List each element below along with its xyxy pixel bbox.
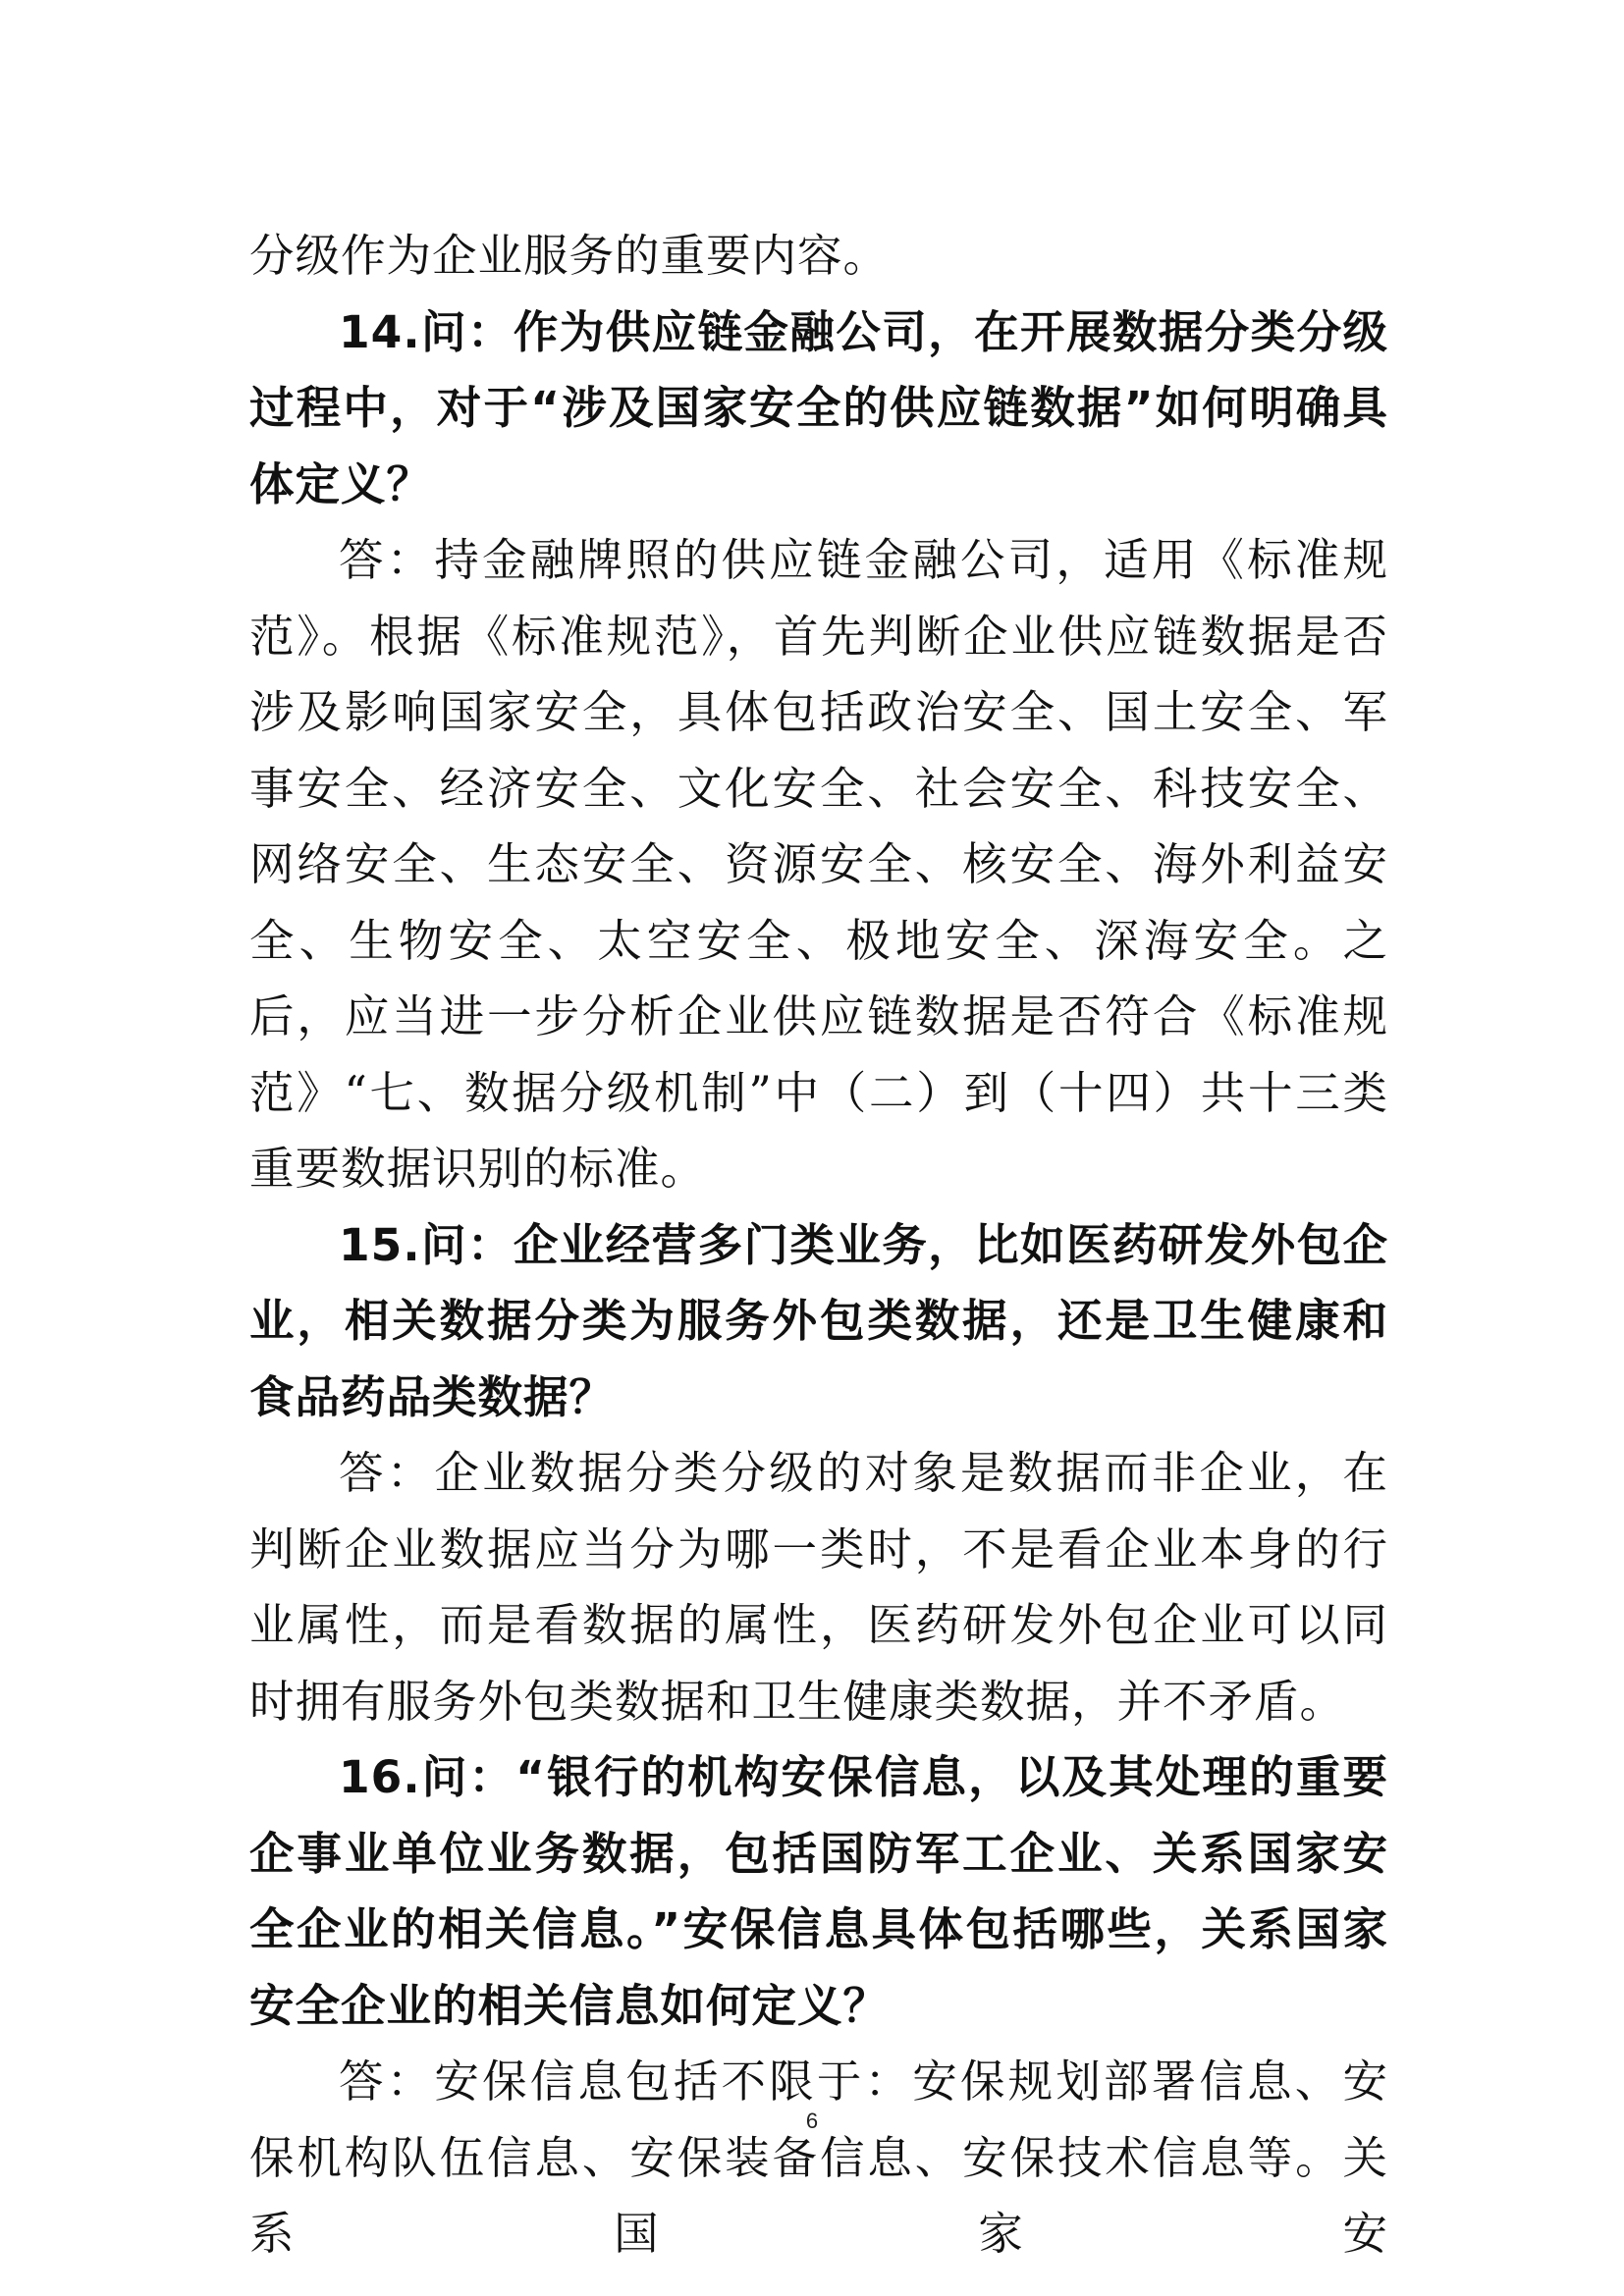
answer-14: 答：持金融牌照的供应链金融公司，适用《标准规范》。根据《标准规范》，首先判断企业供应链数据是否涉及影响国家安全，具体包括政治安全、国土安全、军事安全、经济安全、文化安全、社会安全、科技安全、网络安全、生态安全、资源安全、核安全、海外利益安全、生物安全、太空安全、极地安全、深海安全。之后，应当进一步分析企业供应链数据是否符合《标准规范》“七、数据分级机制”中（二）到（十四）共十三类重要数据识别的标准。 [249,534,1388,1195]
answer-16: 答：安保信息包括不限于：安保规划部署信息、安保机构队伍信息、安保装备信息、安保技术信息等。关系国家安 [249,2056,1388,2260]
question-14: 14.问：作为供应链金融公司，在开展数据分类分级过程中，对于“涉及国家安全的供应链数据”如何明确具体定义？ [249,305,1388,510]
question-16: 16.问：“银行的机构安保信息，以及其处理的重要企事业单位业务数据，包括国防军工企业、关系国家安全企业的相关信息。”安保信息具体包括哪些，关系国家安全企业的相关信息如何定义？ [249,1751,1388,2032]
question-15: 15.问：企业经营多门类业务，比如医药研发外包企业，相关数据分类为服务外包类数据，还是卫生健康和食品药品类数据？ [249,1218,1388,1423]
answer-15: 答：企业数据分类分级的对象是数据而非企业，在判断企业数据应当分为哪一类时，不是看企业本身的行业属性，而是看数据的属性，医药研发外包企业可以同时拥有服务外包类数据和卫生健康类数据，并不矛盾。 [249,1447,1388,1728]
page-number: 6 [805,2109,819,2133]
paragraph-continued: 分级作为企业服务的重要内容。 [249,230,890,282]
page-body [249,218,1388,2272]
